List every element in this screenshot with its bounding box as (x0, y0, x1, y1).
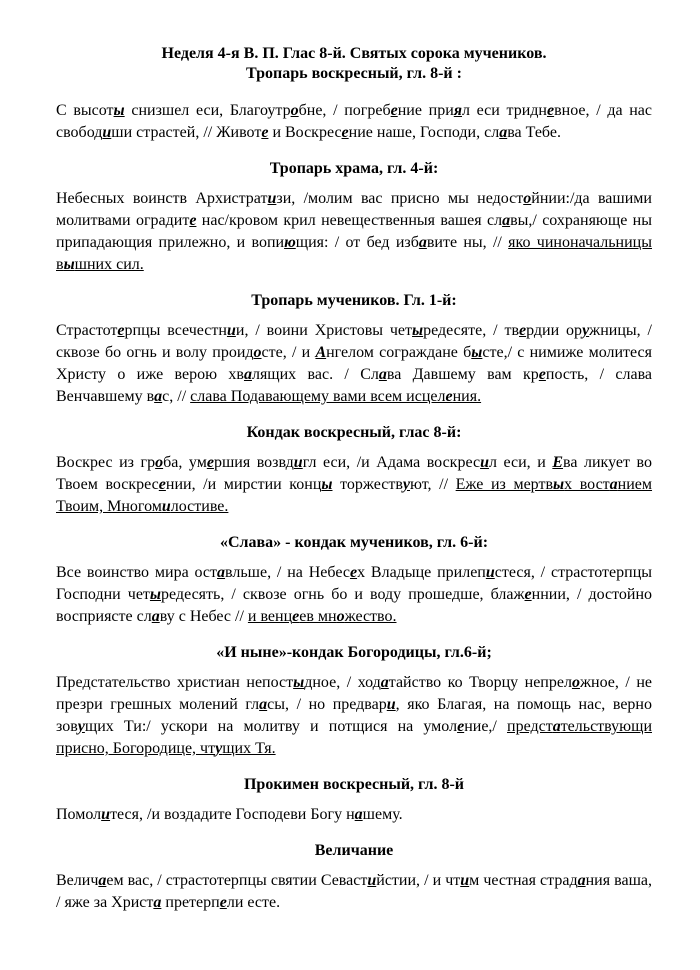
section-heading: Тропарь мучеников. Гл. 1-й: (251, 292, 457, 309)
stress-mark: а (151, 608, 160, 625)
text-run: Предстательство христиан непост (56, 674, 294, 691)
stress-mark: о (253, 344, 262, 361)
text-run: претерп (161, 894, 220, 911)
stress-mark: ы (321, 476, 333, 493)
text-run: ли есте. (226, 894, 281, 911)
stress-mark: ы (553, 476, 565, 493)
text-run: Небесных воинств Архистрат (56, 190, 268, 207)
stress-mark: а (354, 806, 363, 823)
text-run: и, / воини Христовы чет (235, 322, 413, 339)
stress-mark: ы (149, 586, 162, 603)
stress-mark: е (538, 366, 546, 383)
stress-mark: о (336, 608, 345, 625)
text-run: вите ны, // (426, 234, 509, 251)
text-run: сы, / но предвар (267, 696, 387, 713)
text-run: ба, ум (163, 454, 207, 471)
text-run: редесять, / сквозе огнь бо и воду прошедше, блаж (161, 586, 525, 603)
text-run: ву с Небес // (159, 608, 248, 625)
section-heading: Кондак воскресный, глас 8-й: (246, 424, 462, 441)
text-run: Все воинство мира ост (56, 564, 218, 581)
text-run: , яко Благая, на помощь нас, верно зов (56, 696, 652, 735)
stress-mark: е (341, 124, 349, 141)
text-run: вльше, / на Небес (225, 564, 350, 581)
section-text (56, 804, 652, 826)
stress-mark: и (226, 322, 236, 339)
text-run: рдии ор (526, 322, 583, 339)
stress-mark: я (453, 102, 463, 119)
stress-mark: а (217, 564, 226, 581)
underlined-text: шних сил. (74, 256, 144, 273)
stress-mark: ы (471, 344, 483, 361)
stress-mark: у (77, 718, 85, 735)
stress-mark: ы (412, 322, 424, 339)
text-run: ннии, / достойно восприясте сл (56, 586, 653, 625)
section-text (56, 320, 652, 408)
text-run: ют, // (410, 476, 456, 493)
stress-mark: е (519, 322, 527, 339)
stress-mark: е (158, 476, 166, 493)
text-run: снизшел еси, Благоутр (124, 102, 291, 119)
text-run: вы,/ сохраняюще ны припадающия прилежно, и вопи (56, 212, 652, 251)
text-run: ршия возвд (213, 454, 294, 471)
stress-mark: о (571, 674, 580, 691)
stress-mark: и (460, 872, 470, 889)
underlined-text: ев мн (299, 608, 337, 625)
text-run: вное, / да нас свобод (56, 102, 653, 141)
underlined-text: яко чиноначальницы в (56, 234, 652, 273)
underlined-text: лостиве. (170, 498, 229, 515)
stress-mark: у (402, 476, 410, 493)
stress-mark: а (552, 718, 561, 735)
stress-mark: у (582, 322, 590, 339)
underlined-text: щих Тя. (222, 740, 276, 757)
section-heading: «Слава» - кондак мучеников, гл. 6-й: (219, 534, 489, 551)
stress-mark: а (380, 674, 389, 691)
stress-mark: и (267, 190, 277, 207)
text-run: рпцы всечестн (124, 322, 227, 339)
text-run: Велич (56, 872, 99, 889)
stress-mark: е (445, 388, 453, 405)
underlined-text: ния. (452, 388, 482, 405)
text-run: и Воскрес (268, 124, 342, 141)
text-run: х Владыце прилеп (357, 564, 486, 581)
text-run: торжеств (332, 476, 403, 493)
section-heading: Тропарь храма, гл. 4-й: (269, 160, 439, 177)
text-run: нас/кровом крил невещественныя вашея сл (196, 212, 503, 229)
underlined-text: х вост (564, 476, 610, 493)
text-run: ши страстей, // Живот (111, 124, 262, 141)
section-heading: Прокимен воскресный, гл. 8-й (243, 776, 465, 793)
stress-mark: е (349, 564, 358, 581)
stress-mark: ы (113, 102, 125, 119)
document-body (56, 100, 652, 914)
stress-mark: е (206, 454, 214, 471)
section-text (56, 188, 652, 276)
text-run: тайство ко Творцу непрел (388, 674, 572, 691)
text-run: ва Давшему вам кр (386, 366, 539, 383)
text-run: сте,/ с нимиже молитеся Христу о иже верою хв (56, 344, 652, 383)
text-run: ния ваша, / яже за Христ (56, 872, 653, 911)
text-run: сте, / и (261, 344, 316, 361)
stress-mark: о (523, 190, 532, 207)
underlined-text: жество. (344, 608, 397, 625)
section-text (56, 870, 652, 914)
stress-mark: Е (552, 454, 564, 471)
stress-mark: ы (63, 256, 75, 273)
text-run: стеся, / страстотерпцы Господни чет (56, 564, 653, 603)
text-run: дное, / ход (304, 674, 381, 691)
text-run: жное, / не презри грешных молений гл (56, 674, 653, 713)
text-run: нии, /и мирстии конц (165, 476, 322, 493)
stress-mark: и (480, 454, 489, 471)
text-run: л еси, и (488, 454, 553, 471)
stress-mark: и (386, 696, 396, 713)
text-run: щия: / от бед изб (295, 234, 419, 251)
stress-mark: и (102, 124, 112, 141)
text-run: лящих вас. / Сл (251, 366, 379, 383)
text-run: шему. (362, 806, 403, 823)
text-run: ем вас, / страстотерпцы святии Севаст (106, 872, 368, 889)
section-text (56, 672, 652, 760)
stress-mark: и (485, 564, 495, 581)
document-title (56, 44, 652, 84)
stress-mark: у (215, 740, 223, 757)
text-run: бне, / погреб (298, 102, 391, 119)
title-line-2: Тропарь воскресный, гл. 8-й : (246, 65, 462, 82)
stress-mark: е (390, 102, 398, 119)
stress-mark: е (117, 322, 125, 339)
stress-mark: а (153, 894, 162, 911)
text-run: Помол (56, 806, 102, 823)
section-text (56, 100, 652, 144)
text-run: жницы, / сквозе бо огнь и волу проид (56, 322, 652, 361)
stress-mark: а (378, 366, 387, 383)
text-run: йстии, / и чт (376, 872, 461, 889)
text-run: л еси тридн (462, 102, 547, 119)
text-run: С высот (56, 102, 114, 119)
stress-mark: о (155, 454, 164, 471)
text-run: щих Ти:/ ускори на молитву и потщися на умол (84, 718, 458, 735)
stress-mark: и (367, 872, 377, 889)
underlined-text: тельствующи присно, Богородице, чт (56, 718, 652, 757)
stress-mark: е (219, 894, 227, 911)
text-run: м честная страд (469, 872, 578, 889)
text-run: теся, /и воздадите Господеви Богу н (110, 806, 355, 823)
section-text (56, 452, 652, 518)
stress-mark: о (290, 102, 299, 119)
stress-mark: а (259, 696, 268, 713)
text-run: пость, / слава Венчавшему в (56, 366, 653, 405)
stress-mark: а (499, 124, 508, 141)
stress-mark: е (524, 586, 532, 603)
text-run: ние,/ (464, 718, 507, 735)
text-run: зи, /молим вас присно мы недост (276, 190, 524, 207)
underlined-text: нием Твоим, Многом (56, 476, 653, 515)
section-heading: Величание (314, 842, 394, 859)
text-run: нгелом сограждане б (326, 344, 472, 361)
title-line-1: Неделя 4-я В. П. Глас 8-й. Святых сорока мучеников. (161, 45, 547, 62)
underlined-text: и венц (247, 608, 293, 625)
text-run: ва ликует во Твоем воскрес (56, 454, 652, 493)
underlined-text: слава Подавающему вами всем исцел (190, 388, 446, 405)
stress-mark: е (292, 608, 300, 625)
stress-mark: е (546, 102, 555, 119)
text-run: с, // (162, 388, 191, 405)
stress-mark: и (293, 454, 303, 471)
text-run: ва Тебе. (507, 124, 561, 141)
stress-mark: А (315, 344, 327, 361)
text-run: ние при (397, 102, 454, 119)
stress-mark: а (154, 388, 163, 405)
underlined-text: Еже из мертв (455, 476, 554, 493)
stress-mark: а (502, 212, 511, 229)
text-run: ние наше, Господи, сл (348, 124, 500, 141)
underlined-text: предст (507, 718, 553, 735)
stress-mark: ы (293, 674, 305, 691)
text-run: гл еси, /и Адама воскрес (302, 454, 481, 471)
stress-mark: ю (284, 234, 296, 251)
stress-mark: и (161, 498, 171, 515)
section-heading: «И ныне»-кондак Богородицы, гл.6-й; (216, 644, 492, 661)
stress-mark: и (101, 806, 111, 823)
text-run: Страстот (56, 322, 118, 339)
section-text (56, 562, 652, 628)
text-run: йнии:/да вашими молитвами оградит (56, 190, 652, 229)
stress-mark: а (98, 872, 107, 889)
stress-mark: е (189, 212, 197, 229)
text-run: Воскрес из гр (56, 454, 156, 471)
text-run: редесяте, / тв (423, 322, 519, 339)
stress-mark: е (457, 718, 465, 735)
stress-mark: а (609, 476, 618, 493)
stress-mark: а (418, 234, 427, 251)
stress-mark: е (261, 124, 269, 141)
stress-mark: а (577, 872, 586, 889)
stress-mark: а (243, 366, 252, 383)
